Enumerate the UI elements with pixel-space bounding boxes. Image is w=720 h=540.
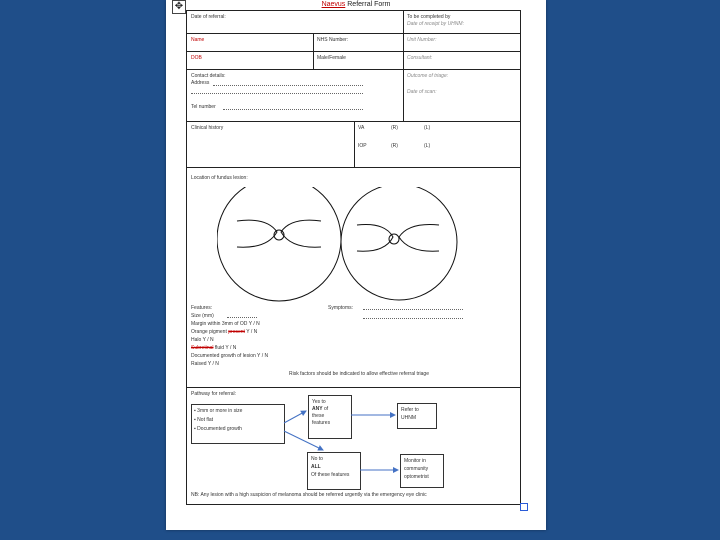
consultant-label: Consultant: <box>407 55 433 61</box>
date-of-receipt-label: Date of receipt by UHNM: <box>407 21 464 27</box>
to-be-completed-label: To be completed by <box>407 14 451 20</box>
location-label: Location of fundus lesion: <box>191 175 248 181</box>
no-to-all-box: No to ALL Of these features <box>307 452 361 490</box>
arrow-to-yes <box>284 411 306 423</box>
row-divider <box>187 387 520 388</box>
fundus-diagrams <box>217 187 477 302</box>
document-page <box>166 0 546 530</box>
sex-label: Male/Female <box>317 55 346 61</box>
monitor-box: Monitor in community optometrist <box>400 454 444 488</box>
iop-label: IOP <box>358 143 367 149</box>
address-label: Address <box>191 80 210 86</box>
unit-number-label: Unit Number: <box>407 37 437 43</box>
iop-left: (L) <box>424 143 431 149</box>
resize-handle-icon[interactable] <box>520 503 528 511</box>
list-item: ▪ 3mm or more in size <box>194 408 243 414</box>
tel-line <box>223 109 363 110</box>
left-eye-diagram <box>341 187 457 300</box>
halo-label: Halo Y / N <box>191 337 214 343</box>
row-divider <box>187 69 520 70</box>
outcome-of-triage-label: Outcome of triage: <box>407 73 449 79</box>
va-right: (R) <box>391 125 398 131</box>
documented-growth-label: Documented growth of lesion Y / N <box>191 353 269 359</box>
va-label: VA <box>358 125 365 131</box>
column-divider <box>403 11 404 121</box>
symptoms-label: Symptoms: <box>328 305 354 311</box>
va-left: (L) <box>424 125 431 131</box>
date-of-referral-label: Date of referral: <box>191 14 226 20</box>
contact-details-label: Contact details: <box>191 73 226 79</box>
refer-to-uhnm-box: Refer to UHNM <box>397 403 437 429</box>
size-label: Size (mm) <box>191 313 214 319</box>
row-divider <box>187 51 520 52</box>
right-eye-diagram <box>217 187 341 301</box>
pathway-label: Pathway for referral: <box>191 391 237 397</box>
criteria-list <box>191 404 285 444</box>
raised-label: Raised Y / N <box>191 361 219 367</box>
form-title: Naevus Referral Form <box>321 1 391 8</box>
column-divider <box>313 33 314 69</box>
dob-label: DOB <box>191 55 202 61</box>
symptoms-line <box>363 309 463 310</box>
table-move-handle-icon[interactable]: ✥ <box>172 0 186 14</box>
iop-right: (R) <box>391 143 398 149</box>
nhs-number-label: NHS Number: <box>317 37 349 43</box>
name-label: Name <box>191 37 205 43</box>
orange-pigment-label: Orange pigment present Y / N <box>191 329 258 335</box>
list-item: ▪ Not flat <box>194 417 214 423</box>
features-label: Features: <box>191 305 213 311</box>
yes-to-any-box: Yes to ANY of these features <box>308 395 352 439</box>
symptoms-line <box>363 318 463 319</box>
tel-number-label: Tel number <box>191 104 216 110</box>
clinical-history-label: Clinical history <box>191 125 224 131</box>
list-item: ▪ Documented growth <box>194 426 242 432</box>
address-line <box>191 93 363 94</box>
margin-label: Margin within 3mm of OD Y / N <box>191 321 260 327</box>
size-line <box>227 317 257 318</box>
referral-form <box>186 10 521 505</box>
column-divider <box>354 121 355 167</box>
date-of-scan-label: Date of scan: <box>407 89 437 95</box>
row-divider <box>187 167 520 168</box>
risk-factors-note: Risk factors should be indicated to allow effective referral triage <box>289 371 429 377</box>
address-line <box>213 85 363 86</box>
subretinal-fluid-label: Subretinal fluid Y / N <box>191 345 237 351</box>
nb-note: NB: Any lesion with a high suspicion of melanoma should be referred urgently via the emergency eye clinic <box>191 492 427 498</box>
row-divider <box>187 33 520 34</box>
